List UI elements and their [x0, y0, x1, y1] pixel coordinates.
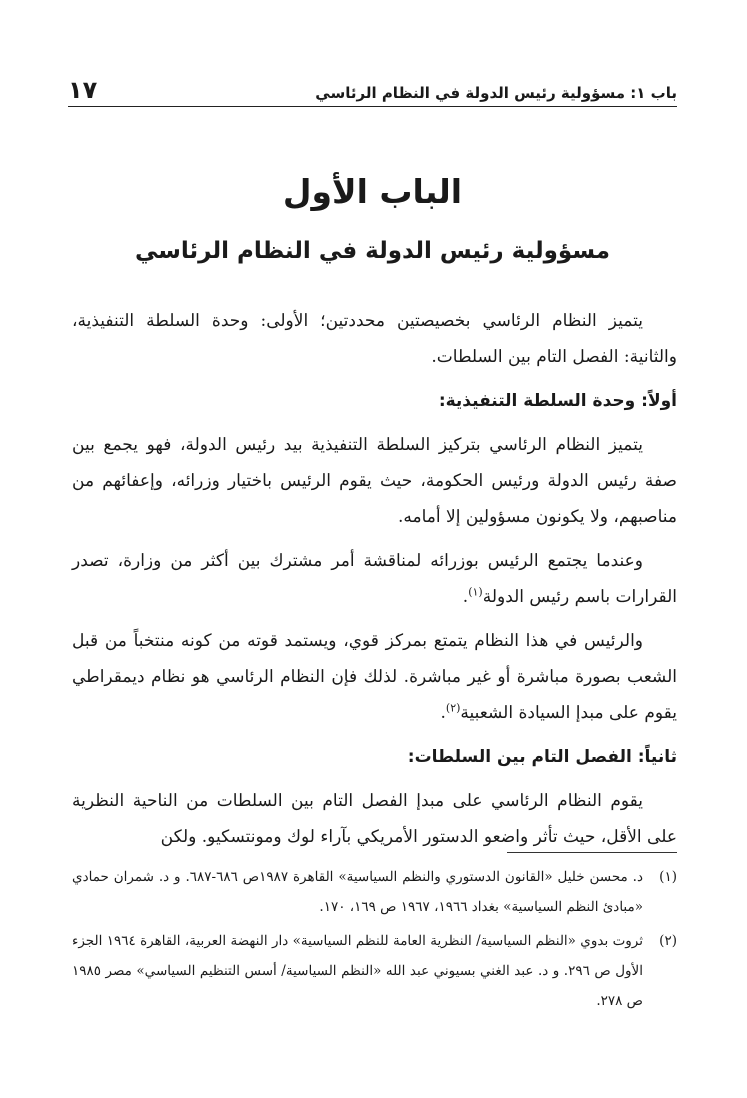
footnote-ref-1[interactable]: (١) [468, 585, 483, 599]
footnote-2 [72, 926, 677, 1016]
paragraph-1: يتميز النظام الرئاسي بخصيصتين محددتين؛ الأولى: وحدة السلطة التنفيذية، والثانية: الفصل التام بين السلطات. [72, 311, 677, 367]
paragraph-3-end: . [462, 587, 469, 607]
body-text [72, 303, 677, 863]
section-heading-1-text: وحدة السلطة التنفيذية: [438, 391, 642, 411]
paragraph-5: يقوم النظام الرئاسي على مبدإ الفصل التام بين السلطات من الناحية النظرية على الأقل، حيث تأثر واضعو الدستور الأمريكي بآراء لوك ومونتسكيو. ولكن [72, 791, 677, 847]
footnote-2-number: (٢) [659, 933, 677, 949]
paragraph-4 [72, 623, 677, 731]
running-title: باب ١: مسؤولية رئيس الدولة في النظام الرئاسي [315, 84, 677, 102]
footnotes [72, 862, 677, 1020]
paragraph-3-text: وعندما يجتمع الرئيس بوزرائه لمناقشة أمر مشترك بين أكثر من وزارة، تصدر القرارات باسم رئيس الدولة [72, 551, 677, 607]
section-heading-2-lead: ثانياً: [637, 747, 677, 767]
section-heading-1 [72, 383, 677, 419]
paragraph-4-text: والرئيس في هذا النظام يتمتع بمركز قوي، ويستمد قوته من كونه منتخباً من قبل الشعب بصورة مباشرة أو غير مباشرة. لذلك فإن النظام الرئاسي هو نظام ديمقراطي يقوم على مبدإ السيادة الشعبية [72, 631, 677, 723]
chapter-subtitle: مسؤولية رئيس الدولة في النظام الرئاسي [135, 238, 610, 264]
paragraph-2: يتميز النظام الرئاسي بتركيز السلطة التنفيذية بيد رئيس الدولة، فهو يجمع بين صفة رئيس الدولة ورئيس الحكومة، حيث يقوم الرئيس باختيار وزرائه، وإعفائهم من مناصبهم، ولا يكونون مسؤولين إلا أمامه. [72, 435, 677, 527]
page-number: ١٧ [68, 76, 98, 104]
footnote-1-text: د. محسن خليل «القانون الدستوري والنظم السياسية» القاهرة ١٩٨٧ص ٦٨٦-٦٨٧. و د. شمران حمادي «مبادئ النظم السياسية» بغداد ١٩٦٦، ١٩٦٧ ص ١٦٩، ١٧٠. [72, 869, 643, 915]
section-heading-2 [72, 739, 677, 775]
chapter-title: الباب الأول [282, 172, 463, 211]
section-heading-1-lead: أولاً: [641, 391, 677, 411]
paragraph-3 [72, 543, 677, 615]
running-header [68, 62, 677, 107]
footnote-1 [72, 862, 677, 922]
footnote-1-number: (١) [659, 869, 677, 885]
paragraph-4-end: . [440, 703, 446, 723]
footnote-ref-2[interactable]: (٢) [445, 701, 461, 715]
footnote-2-text: ثروت بدوي «النظم السياسية/ النظرية العامة للنظم السياسية» دار النهضة العربية، القاهرة ١٩٦٤ الجزء الأول ص ٢٩٦. و د. عبد الغني بسيوني عبد الله «النظم السياسية/ أسس التنظيم السياسي» مصر ١٩٨٥ ص ٢٧٨. [72, 933, 644, 1009]
footnote-divider [507, 852, 677, 853]
section-heading-2-text: الفصل التام بين السلطات: [407, 747, 638, 767]
